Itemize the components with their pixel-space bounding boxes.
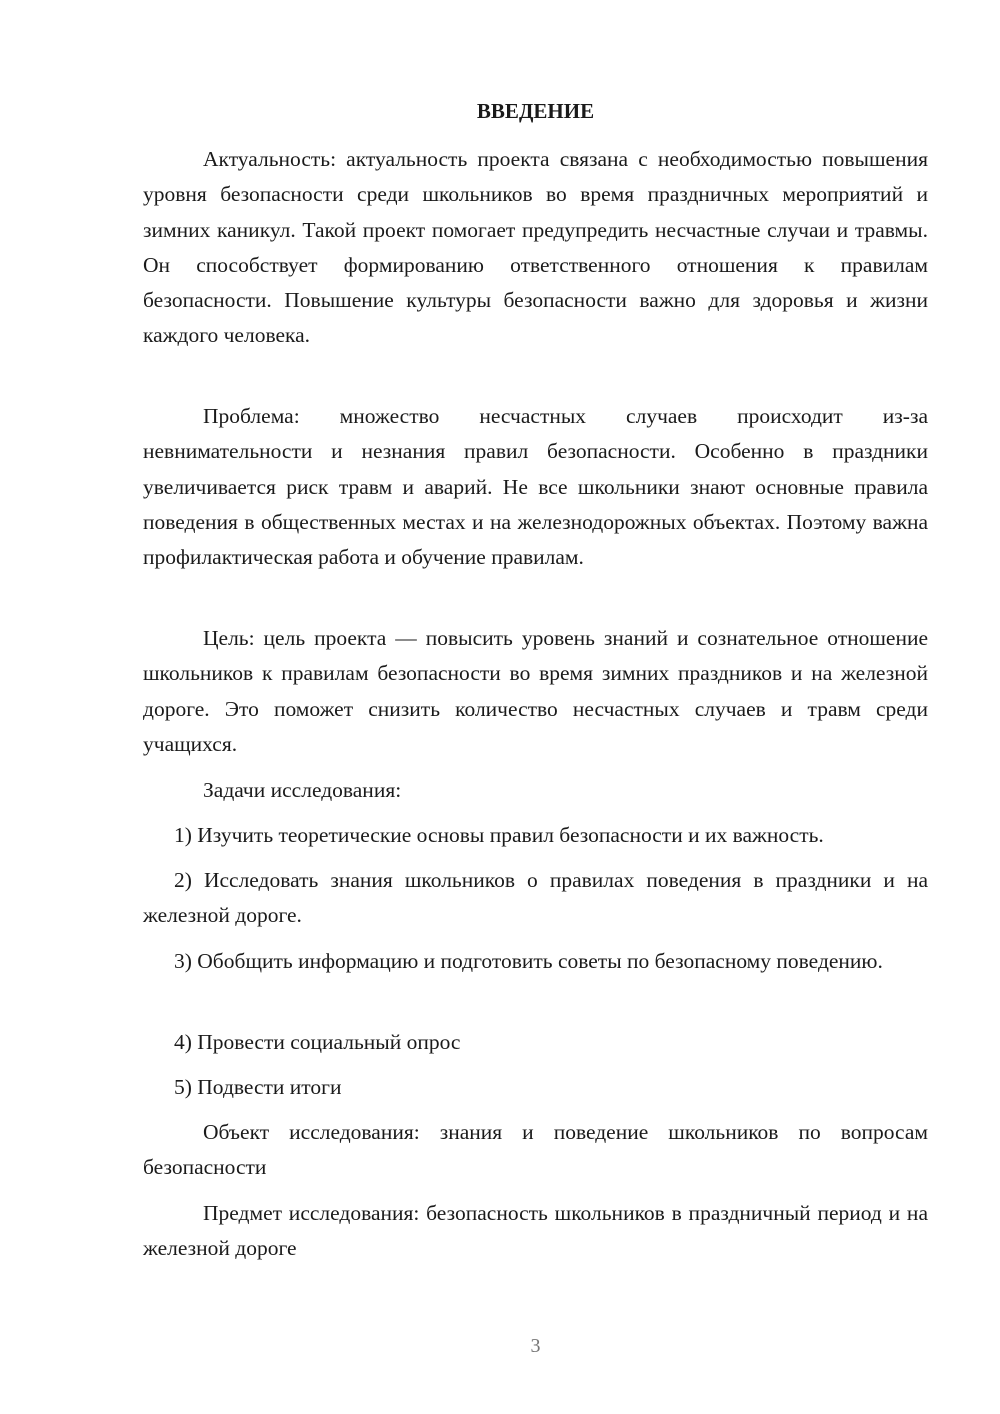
- relevance-paragraph: Актуальность: актуальность проекта связана с необходимостью повышения уровня безопасности среди школьников во время праздничных мероприятий и зимних каникул. Такой проект помогает предупредить несчастные случаи и травмы. Он способствует формированию ответственного отношения к правилам безопасности. Повышение культуры безопасности важно для здоровья и жизни каждого человека.: [143, 147, 928, 348]
- page-number: 3: [530, 1335, 541, 1357]
- document-page: [143, 0, 928, 1414]
- subject-paragraph: Предмет исследования: безопасность школьников в праздничный период и на железной дороге: [143, 1201, 928, 1261]
- page-title: ВВЕДЕНИЕ: [476, 99, 595, 123]
- task-item-5: 5) Подвести итоги: [174, 1075, 342, 1099]
- task-item-1: 1) Изучить теоретические основы правил безопасности и их важность.: [174, 823, 824, 847]
- task-item-4: 4) Провести социальный опрос: [174, 1030, 461, 1054]
- task-item-2: 2) Исследовать знания школьников о правилах поведения в праздники и на железной дороге.: [143, 868, 928, 928]
- goal-paragraph: Цель: цель проекта — повысить уровень знаний и сознательное отношение школьников к правилам безопасности во время зимних праздников и на железной дороге. Это поможет снизить количество несчастных случаев и травм среди учащихся.: [143, 626, 928, 756]
- tasks-title: Задачи исследования:: [203, 778, 402, 802]
- task-item-3: 3) Обобщить информацию и подготовить советы по безопасному поведению.: [174, 949, 883, 973]
- object-paragraph: Объект исследования: знания и поведение школьников по вопросам безопасности: [143, 1120, 928, 1180]
- problem-paragraph: Проблема: множество несчастных случаев происходит из-за невнимательности и незнания правил безопасности. Особенно в праздники увеличивается риск травм и аварий. Не все школьники знают основные правила поведения в общественных местах и на железнодорожных объектах. Поэтому важна профилактическая работа и обучение правилам.: [143, 404, 928, 570]
